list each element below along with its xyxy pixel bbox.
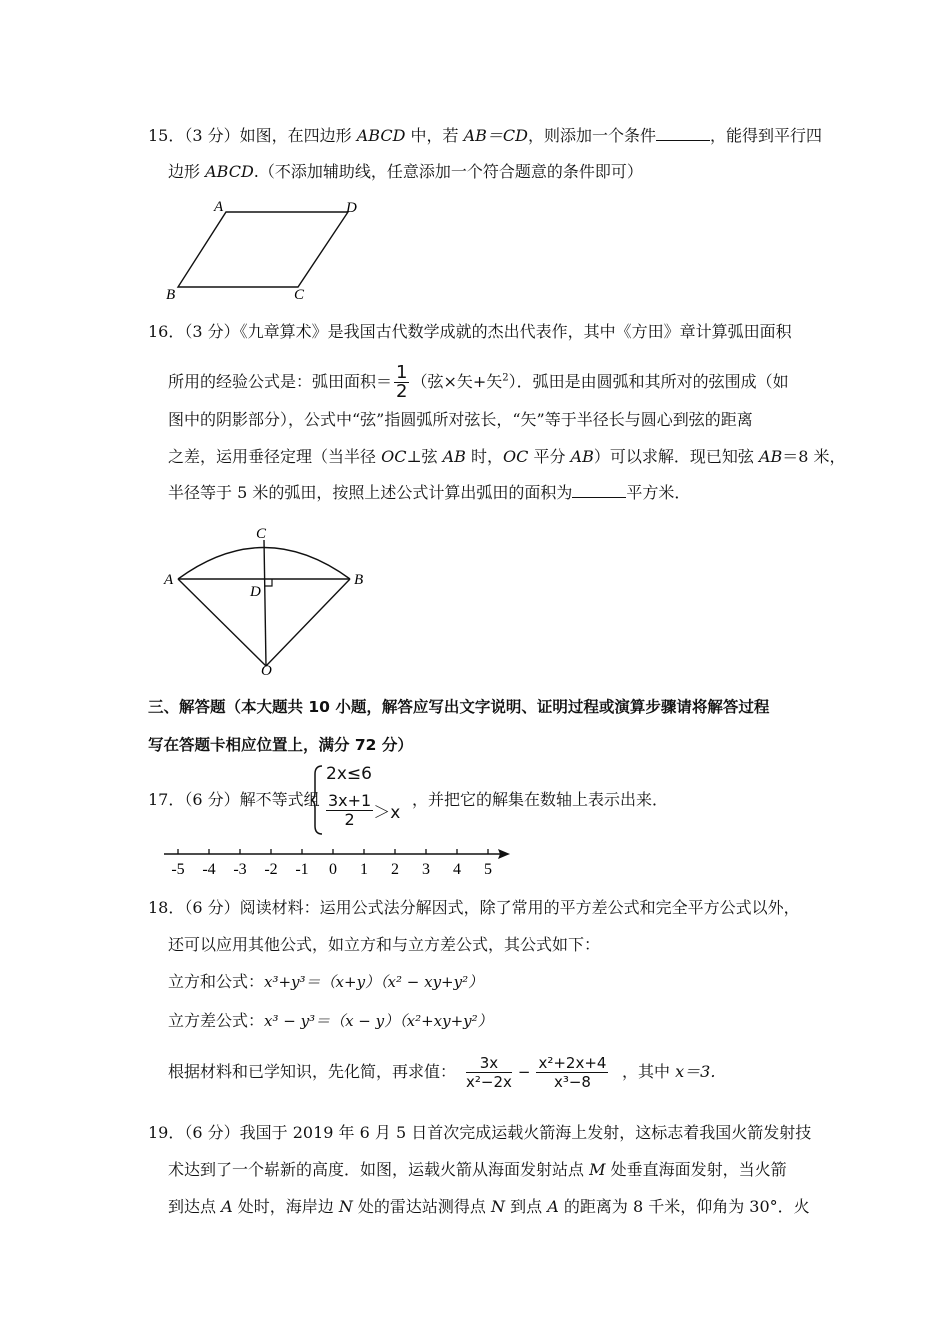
- axis-tick-label: 3: [422, 861, 430, 878]
- text: 边形: [168, 162, 206, 181]
- text: 15．（3 分）如图，在四边形: [148, 126, 357, 145]
- point-c: C: [256, 526, 267, 542]
- fraction: [326, 792, 373, 829]
- text: ABCD: [205, 162, 254, 181]
- q16-line2: [168, 364, 789, 401]
- fraction-1: [466, 1054, 512, 1091]
- q16-line1: 16．（3 分）《九章算术》是我国古代数学成就的杰出代表作，其中《方田》章计算弧田面积: [148, 322, 792, 341]
- parallelogram-figure: [160, 195, 360, 305]
- answer-blank[interactable]: [656, 126, 710, 141]
- text: OC: [503, 447, 529, 466]
- text: AB: [758, 447, 783, 466]
- text: 平分: [528, 447, 571, 466]
- text: ）可以求解．现已知弦: [593, 447, 759, 466]
- q18-task-end: [622, 1062, 726, 1082]
- text: ）．弧田是由圆弧和其所对的弦围成（如: [508, 372, 789, 391]
- point-b: B: [354, 572, 364, 588]
- axis-tick-label: 2: [391, 861, 399, 878]
- axis-tick-label: -3: [233, 861, 247, 878]
- axis-tick-label: -1: [295, 861, 309, 878]
- text: .（不添加辅助线，任意添加一个符合题意的条件即可）: [253, 162, 643, 181]
- arc-field-figure: [158, 518, 378, 678]
- q18-diff-formula: [168, 1011, 493, 1031]
- parallelogram-shape: [178, 212, 348, 287]
- text: N: [338, 1197, 353, 1216]
- text: 处的雷达站测得点: [352, 1197, 492, 1216]
- q18-line2: 还可以应用其他公式，如立方和与立方差公式，其公式如下：: [168, 935, 601, 954]
- number-line: [160, 838, 520, 882]
- text: ，其中: [622, 1062, 676, 1081]
- fraction-2: [536, 1054, 608, 1091]
- gt-x: ＞x: [373, 803, 401, 823]
- text: 到达点: [168, 1197, 222, 1216]
- frac-num: x²+2x+4: [538, 1053, 607, 1072]
- q17-suffix: ，并把它的解集在数轴上表示出来．: [412, 790, 669, 809]
- text: （弦×矢+矢: [411, 372, 503, 391]
- text: x＝3．: [675, 1062, 727, 1081]
- axis-tick-label: -4: [202, 861, 216, 878]
- q16-line4: [168, 447, 846, 467]
- q18-sum-formula: [168, 972, 483, 992]
- formula: x³ − y³＝（x − y）（x²+xy+y²）: [264, 1012, 493, 1030]
- q16-line3: 图中的阴影部分），公式中“弦”指圆弧所对弦长，“矢”等于半径长与圆心到弦的距离: [168, 410, 753, 429]
- text: M: [589, 1160, 606, 1179]
- text: AB: [570, 447, 594, 466]
- text: 术达到了一个崭新的高度．如图，运载火箭从海面发射站点: [168, 1160, 590, 1179]
- q17-prefix: 17．（6 分）解不等式组: [148, 790, 320, 809]
- inequality-2: [326, 792, 400, 829]
- text: A: [547, 1197, 559, 1216]
- superscript: 2: [502, 372, 509, 384]
- text: ⊥弦: [406, 447, 443, 466]
- text: ABCD: [356, 126, 406, 145]
- left-brace-icon: [310, 764, 324, 836]
- section3-heading-line1: 三、解答题（本大题共 10 小题，解答应写出文字说明、证明过程或演算步骤请将解答过程: [148, 698, 770, 716]
- frac-den: 2: [396, 381, 408, 402]
- label: 立方差公式：: [168, 1011, 265, 1030]
- q15-line1: [148, 126, 822, 146]
- text: 所用的经验公式是：弧田面积＝: [168, 372, 393, 391]
- point-d: D: [250, 584, 261, 600]
- text: OC: [381, 447, 407, 466]
- frac-num: 3x+1: [328, 791, 372, 810]
- q15-line2: [168, 162, 643, 182]
- text: AB＝CD: [463, 126, 528, 145]
- axis-tick-label: -2: [264, 861, 278, 878]
- vertex-d: D: [346, 200, 357, 216]
- axis-tick-label: 4: [453, 861, 461, 878]
- text: ＝8 米，: [782, 447, 846, 466]
- text: 到点: [505, 1197, 548, 1216]
- frac-den: x³−8: [553, 1072, 591, 1091]
- vertex-c: C: [294, 287, 305, 303]
- section3-heading-line2: 写在答题卡相应位置上，满分 72 分）: [148, 736, 413, 754]
- answer-blank[interactable]: [572, 483, 626, 498]
- text: 时，: [465, 447, 503, 466]
- q18-task-text: 根据材料和已学知识，先化简，再求值：: [168, 1062, 457, 1081]
- fraction-half: [394, 364, 409, 401]
- text: 平方米．: [626, 483, 691, 502]
- text: 处时，海岸边: [232, 1197, 339, 1216]
- radius-ob: [266, 579, 350, 666]
- frac-den: 2: [344, 810, 355, 829]
- q18-line1: 18．（6 分）阅读材料：运用公式法分解因式，除了常用的平方差公式和完全平方公式以外，: [148, 898, 800, 917]
- right-angle-mark: [265, 579, 272, 586]
- q18-expression: [466, 1050, 608, 1094]
- text: 的距离为 8 千米，仰角为 30°．火: [558, 1197, 810, 1216]
- point-a: A: [164, 572, 174, 588]
- text: N: [491, 1197, 506, 1216]
- inequality-1: 2x≤6: [326, 764, 372, 784]
- axis-tick-label: 1: [360, 861, 368, 878]
- q16-line5: [168, 483, 690, 503]
- text: 中，若: [405, 126, 464, 145]
- text: AB: [442, 447, 466, 466]
- axis-tick-label: -5: [171, 861, 185, 878]
- axis-tick-label: 0: [329, 861, 337, 878]
- q19-line3: [168, 1197, 810, 1217]
- vertex-b: B: [166, 287, 176, 303]
- frac-den: x²−2x: [466, 1072, 512, 1091]
- text: ，能得到平行四: [710, 126, 823, 145]
- axis-tick-label: 5: [484, 861, 492, 878]
- vertex-a: A: [214, 199, 224, 215]
- formula: x³+y³＝（x+y）（x² − xy+y²）: [264, 973, 484, 991]
- text: 处垂直海面发射，当火箭: [605, 1160, 787, 1179]
- text: 半径等于 5 米的弧田，按照上述公式计算出弧田的面积为: [168, 483, 573, 502]
- frac-num: 3x: [466, 1054, 512, 1073]
- point-o: O: [261, 663, 272, 678]
- frac-num: 1: [396, 362, 408, 383]
- radius-oc: [264, 540, 266, 666]
- text: 之差，运用垂径定理（当半径: [168, 447, 382, 466]
- q19-line1: 19．（6 分）我国于 2019 年 6 月 5 日首次完成运载火箭海上发射，这标志着我国火箭发射技: [148, 1123, 812, 1142]
- text: A: [221, 1197, 233, 1216]
- label: 立方和公式：: [168, 972, 265, 991]
- minus-sign: −: [517, 1063, 531, 1081]
- text: ，则添加一个条件: [527, 126, 656, 145]
- q19-line2: [168, 1160, 787, 1180]
